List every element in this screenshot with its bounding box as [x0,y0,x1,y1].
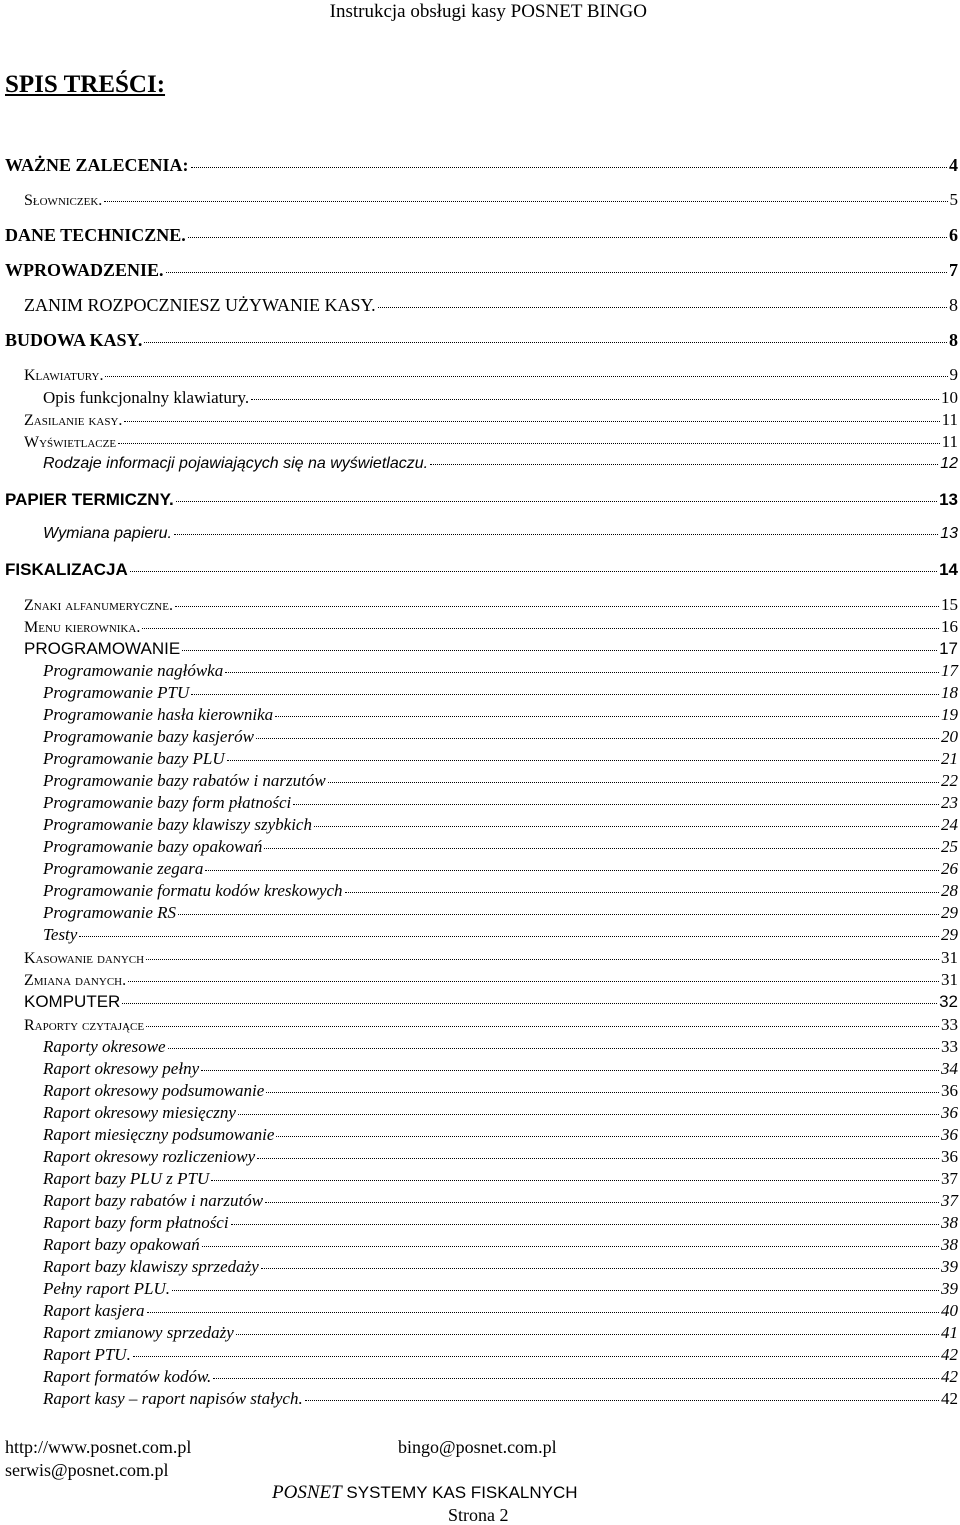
toc-entry-page: 36 [941,1103,958,1122]
toc-entry[interactable] [24,595,958,615]
toc-leader-dots [236,1334,939,1335]
toc-entry[interactable] [43,1367,958,1387]
toc-entry-label: Programowanie zegara [43,859,204,878]
toc-entry[interactable] [43,903,958,923]
toc-entry-label: Raport okresowy rozliczeniowy [43,1147,256,1166]
toc-entry[interactable] [24,1015,958,1035]
toc-leader-dots [264,848,939,849]
toc-entry-label: Raport formatów kodów. [43,1367,212,1386]
toc-leader-dots [266,1092,939,1093]
toc-entry[interactable] [43,1059,958,1079]
toc-entry-page: 8 [949,330,958,350]
footer-bingo-email-link[interactable]: bingo@posnet.com.pl [398,1437,557,1457]
toc-leader-dots [79,936,939,937]
toc-entry[interactable] [43,1279,958,1299]
toc-entry[interactable] [24,365,958,385]
toc-entry-page: 12 [940,455,958,472]
toc-leader-dots [168,1048,939,1049]
toc-entry[interactable] [43,925,958,945]
toc-leader-dots [147,1312,939,1313]
toc-entry[interactable] [43,1147,958,1167]
footer-page-number: Strona 2 [448,1505,509,1525]
toc-leader-dots [191,694,939,695]
toc-entry[interactable] [24,190,958,210]
toc-entry-label: Testy [43,925,78,944]
toc-entry[interactable] [43,1169,958,1189]
toc-entry-page: 10 [941,388,958,407]
footer-company-name: SYSTEMY KAS FISKALNYCH [341,1483,578,1502]
toc-entry-label: Raporty czytające [24,1017,145,1034]
toc-entry-page: 11 [941,410,958,429]
toc-entry-page: 25 [941,837,958,856]
toc-entry[interactable] [43,525,958,543]
document-title: Instrukcja obsługi kasy POSNET BINGO [329,1,647,22]
toc-entry-label: Opis funkcjonalny klawiatury. [43,388,250,407]
toc-entry[interactable] [43,1103,958,1123]
toc-entry-page: 22 [941,771,958,790]
toc-entry-page: 28 [941,881,958,900]
toc-entry-page: 36 [941,1081,958,1100]
toc-entry-label: Raport PTU. [43,1345,131,1364]
toc-entry-label: FISKALIZACJA [5,560,128,579]
toc-leader-dots [175,606,939,607]
toc-entry-label: Raport bazy form płatności [43,1213,229,1232]
toc-entry[interactable] [43,455,958,473]
toc-entry-page: 32 [939,992,958,1011]
toc-entry[interactable] [5,330,958,351]
toc-entry[interactable] [43,1037,958,1057]
toc-entry-label: Raport bazy klawiszy sprzedaży [43,1257,259,1276]
toc-entry-page: 37 [941,1191,958,1210]
toc-entry-label: Menu kierownika. [24,619,141,636]
toc-entry-page: 8 [949,295,958,315]
toc-entry-label: Raport kasjera [43,1301,145,1320]
toc-entry-label: Wyświetlacze [24,434,117,451]
toc-entry-page: 18 [941,683,958,702]
toc-entry-label: Zasilanie kasy. [24,412,123,429]
toc-entry-label: Znaki alfanumeryczne. [24,597,173,614]
toc-entry-page: 6 [949,225,958,245]
toc-entry-label: Pełny raport PLU. [43,1279,171,1298]
toc-entry-label: Programowanie nagłówka [43,661,224,680]
toc-leader-dots [130,571,937,572]
toc-entry-page: 21 [941,749,958,768]
toc-entry-page: 40 [941,1301,958,1320]
toc-entry-page: 16 [941,617,958,636]
toc-entry-page: 5 [949,190,958,209]
toc-entry-label: WPROWADZENIE. [5,260,164,280]
toc-entry-page: 29 [941,903,958,922]
toc-entry-label: WAŻNE ZALECENIA: [5,155,189,175]
toc-leader-dots [238,1114,939,1115]
toc-leader-dots [128,981,939,982]
toc-entry-label: Programowanie bazy opakowań [43,837,263,856]
toc-entry[interactable] [43,859,958,879]
toc-entry[interactable] [5,260,958,281]
toc-entry-label: Wymiana papieru. [43,525,172,542]
toc-entry-page: 4 [949,155,958,175]
toc-entry[interactable] [43,1257,958,1277]
toc-entry-label: PAPIER TERMICZNY. [5,490,174,509]
toc-entry-page: 14 [939,560,958,579]
toc-leader-dots [142,628,939,629]
footer-website-link[interactable]: http://www.posnet.com.pl [5,1437,192,1457]
toc-leader-dots [176,501,937,502]
toc-heading: SPIS TREŚCI: [5,71,166,98]
toc-entry[interactable] [43,1191,958,1211]
toc-leader-dots [257,1158,939,1159]
toc-leader-dots [201,1070,939,1071]
toc-entry-label: Raport bazy rabatów i narzutów [43,1191,264,1210]
toc-leader-dots [191,167,947,168]
toc-leader-dots [261,1268,939,1269]
toc-leader-dots [133,1356,939,1357]
toc-entry-label: KOMPUTER [24,992,121,1011]
toc-entry-page: 42 [941,1367,958,1386]
toc-entry-label: Raport bazy PLU z PTU [43,1169,210,1188]
footer-serwis-email-link[interactable]: serwis@posnet.com.pl [5,1460,169,1480]
toc-entry[interactable] [43,388,958,408]
toc-entry-page: 23 [941,793,958,812]
toc-entry-page: 31 [941,948,958,967]
toc-entry[interactable] [43,1125,958,1145]
toc-entry[interactable] [24,617,958,637]
toc-entry-page: 11 [941,432,958,451]
toc-entry[interactable] [43,1081,958,1101]
toc-entry-label: Programowanie RS [43,903,177,922]
toc-leader-dots [345,892,939,893]
toc-entry-page: 17 [939,639,958,658]
toc-entry-page: 37 [941,1169,958,1188]
toc-leader-dots [182,650,937,651]
toc-leader-dots [314,826,939,827]
toc-entry-page: 36 [941,1147,958,1166]
toc-entry[interactable] [24,432,958,452]
toc-entry[interactable] [24,410,958,430]
toc-entry[interactable] [24,639,958,659]
toc-entry-label: Programowanie bazy klawiszy szybkich [43,815,312,834]
toc-entry[interactable] [24,992,958,1012]
toc-leader-dots [166,272,947,273]
toc-leader-dots [122,1003,937,1004]
toc-entry-page: 39 [941,1257,958,1276]
toc-leader-dots [211,1180,939,1181]
toc-entry-page: 36 [941,1125,958,1144]
toc-entry[interactable] [43,661,958,681]
toc-entry[interactable] [43,1345,958,1365]
toc-entry-label: Raport bazy opakowań [43,1235,200,1254]
toc-leader-dots [213,1378,939,1379]
footer-brand: POSNET [272,1482,342,1503]
toc-entry-label: Zmiana danych. [24,972,127,989]
toc-leader-dots [328,782,939,783]
toc-leader-dots [124,421,939,422]
toc-entry-label: Raporty okresowe [43,1037,166,1056]
toc-leader-dots [265,1202,939,1203]
toc-entry-label: Raport okresowy podsumowanie [43,1081,265,1100]
toc-entry-label: Programowanie bazy kasjerów [43,727,254,746]
toc-leader-dots [305,1400,939,1401]
toc-leader-dots [251,399,939,400]
toc-entry-label: Programowanie PTU [43,683,190,702]
toc-leader-dots [202,1246,939,1247]
toc-entry[interactable] [43,683,958,703]
toc-leader-dots [225,672,939,673]
toc-leader-dots [188,237,947,238]
toc-entry-page: 7 [949,260,958,280]
toc-leader-dots [146,1026,939,1027]
toc-entry-label: Słowniczek. [24,192,103,209]
toc-entry-label: Raport zmianowy sprzedaży [43,1323,234,1342]
toc-entry[interactable] [5,155,958,176]
toc-entry-page: 13 [939,490,958,509]
toc-entry-page: 13 [940,525,958,542]
toc-leader-dots [205,870,939,871]
toc-entry-page: 39 [941,1279,958,1298]
toc-leader-dots [227,760,939,761]
footer-company [272,1482,578,1503]
toc-entry[interactable] [43,881,958,901]
toc-entry-page: 26 [941,859,958,878]
toc-entry-page: 34 [941,1059,958,1078]
toc-leader-dots [256,738,939,739]
toc-entry[interactable] [43,1323,958,1343]
toc-entry-label: Programowanie bazy PLU [43,749,225,768]
toc-entry-page: 38 [941,1235,958,1254]
toc-entry-page: 9 [949,365,958,384]
toc-entry[interactable] [43,815,958,835]
toc-entry-page: 33 [941,1015,958,1034]
toc-leader-dots [275,716,939,717]
toc-entry-page: 42 [941,1389,958,1408]
toc-leader-dots [378,307,947,308]
toc-entry-page: 33 [941,1037,958,1056]
toc-leader-dots [105,376,947,377]
toc-entry-page: 31 [941,970,958,989]
toc-entry-page: 20 [941,727,958,746]
toc-entry[interactable] [43,837,958,857]
toc-entry-label: Raport kasy – raport napisów stałych. [43,1389,303,1408]
toc-entry-label: Raport miesięczny podsumowanie [43,1125,275,1144]
toc-entry[interactable] [43,1301,958,1321]
toc-leader-dots [144,342,947,343]
toc-leader-dots [293,804,939,805]
toc-entry[interactable] [43,793,958,813]
toc-entry-label: DANE TECHNICZNE. [5,225,186,245]
toc-entry[interactable] [43,1235,958,1255]
toc-entry[interactable] [43,1389,958,1409]
toc-leader-dots [118,443,940,444]
toc-entry[interactable] [24,970,958,990]
toc-entry-label: BUDOWA KASY. [5,330,143,350]
toc-leader-dots [172,1290,939,1291]
toc-entry-label: Programowanie bazy rabatów i narzutów [43,771,326,790]
toc-entry-label: Programowanie hasła kierownika [43,705,274,724]
toc-entry[interactable] [24,295,958,316]
toc-entry-label: PROGRAMOWANIE [24,639,181,658]
toc-entry-label: Kasowanie danych [24,950,145,967]
toc-entry-page: 19 [941,705,958,724]
toc-entry-label: Programowanie formatu kodów kreskowych [43,881,343,900]
toc-entry-page: 15 [941,595,958,614]
toc-entry-label: Klawiatury. [24,367,104,384]
toc-entry[interactable] [43,1213,958,1233]
toc-entry-page: 17 [941,661,958,680]
toc-entry[interactable] [43,771,958,791]
toc-entry-label: Programowanie bazy form płatności [43,793,292,812]
toc-leader-dots [276,1136,939,1137]
toc-entry-page: 29 [941,925,958,944]
toc-entry[interactable] [43,727,958,747]
toc-entry-label: ZANIM ROZPOCZNIESZ UŻYWANIE KASY. [24,295,376,315]
toc-entry[interactable] [24,948,958,968]
toc-entry[interactable] [5,560,958,580]
toc-leader-dots [430,464,938,465]
toc-entry-page: 38 [941,1213,958,1232]
toc-entry-page: 42 [941,1345,958,1364]
toc-entry-page: 41 [941,1323,958,1342]
toc-entry-label: Raport okresowy pełny [43,1059,200,1078]
toc-entry-page: 24 [941,815,958,834]
toc-leader-dots [146,959,939,960]
toc-leader-dots [231,1224,939,1225]
toc-entry[interactable] [5,225,958,246]
toc-entry-label: Raport okresowy miesięczny [43,1103,236,1122]
toc-entry[interactable] [43,749,958,769]
toc-leader-dots [104,201,947,202]
toc-entry[interactable] [43,705,958,725]
toc-entry-label: Rodzaje informacji pojawiających się na wyświetlaczu. [43,455,429,472]
toc-entry[interactable] [5,490,958,510]
toc-leader-dots [178,914,939,915]
toc-leader-dots [174,534,938,535]
